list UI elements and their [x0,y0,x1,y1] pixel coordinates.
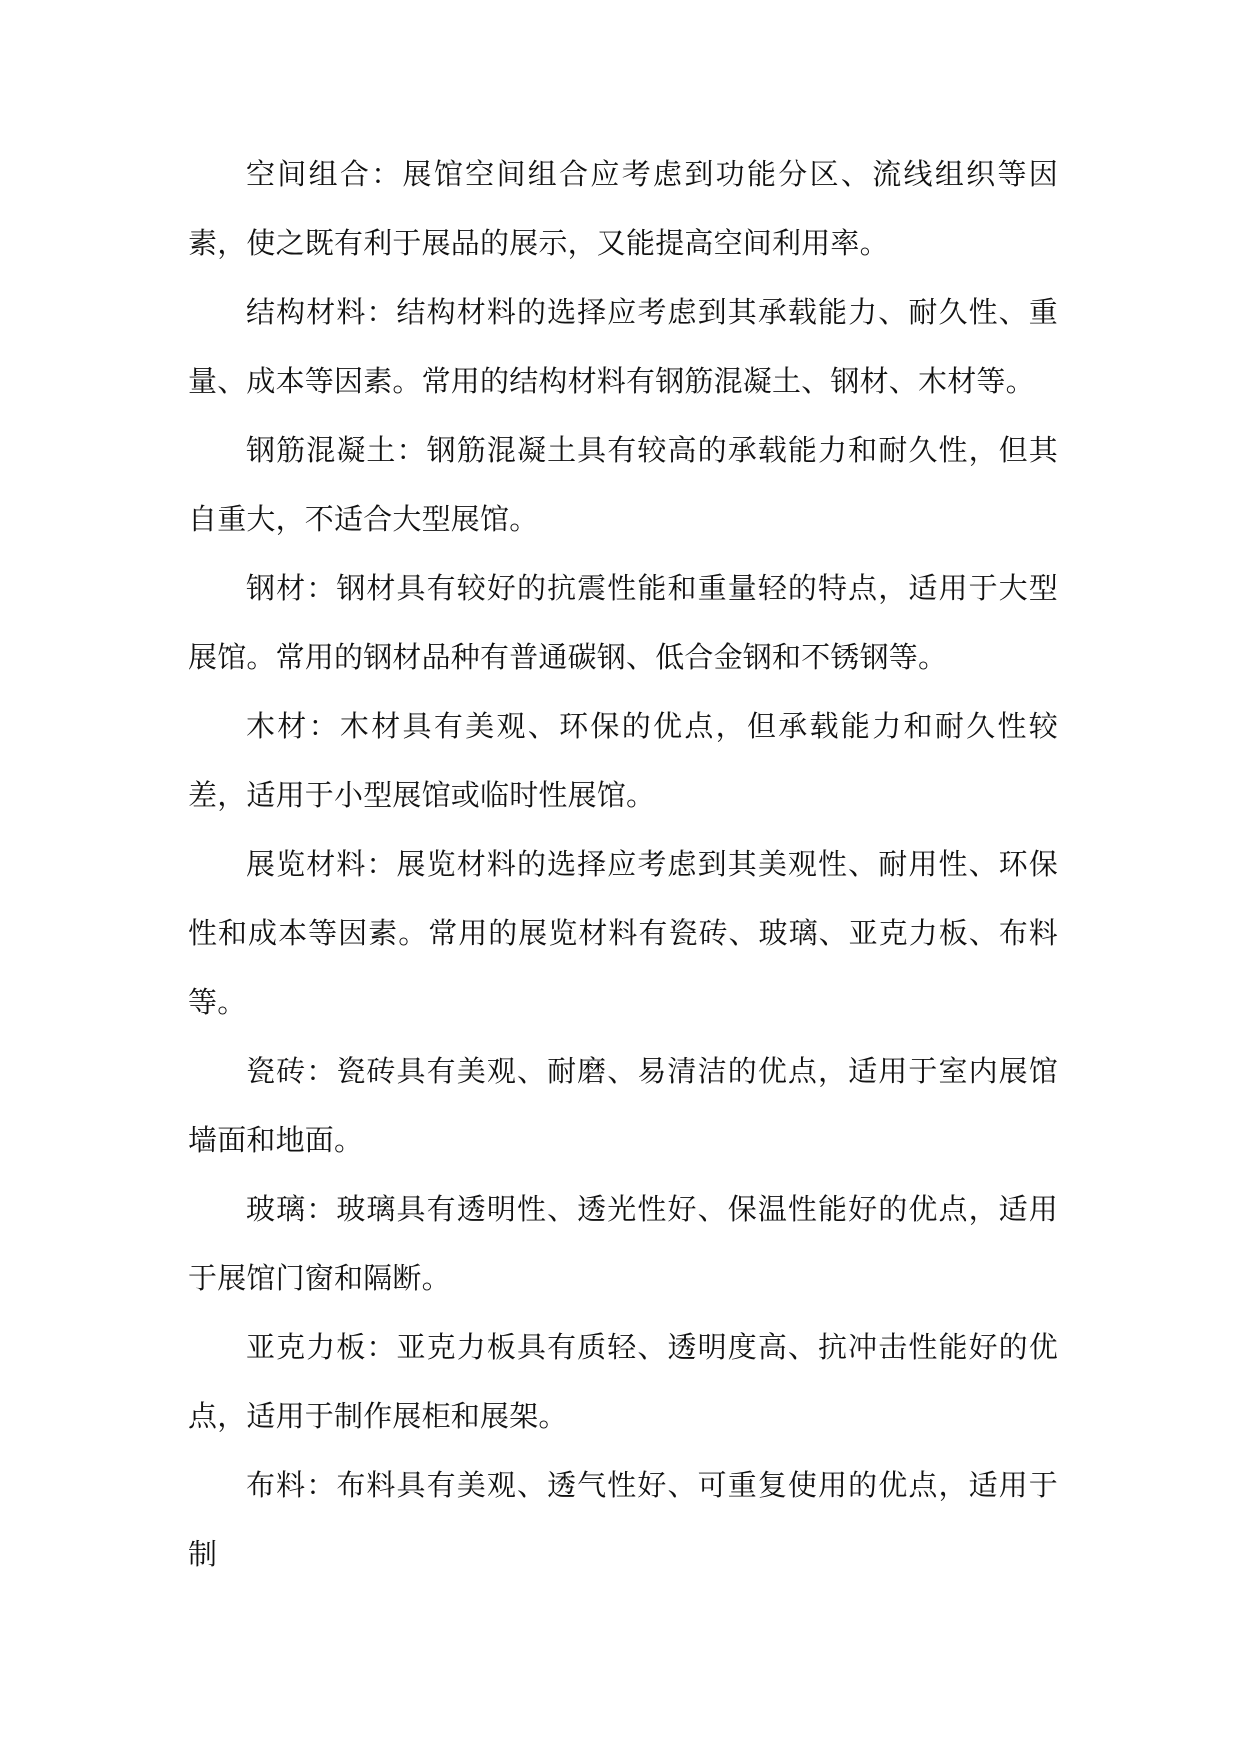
paragraph-exhibition-materials: 展览材料：展览材料的选择应考虑到其美观性、耐用性、环保性和成本等因素。常用的展览材料有瓷砖、玻璃、亚克力板、布料等。 [188,847,1058,1019]
paragraph-wood: 木材：木材具有美观、环保的优点，但承载能力和耐久性较差，适用于小型展馆或临时性展馆。 [188,709,1058,812]
paragraph-space-combination: 空间组合：展馆空间组合应考虑到功能分区、流线组织等因素，使之既有利于展品的展示，又能提高空间利用率。 [188,157,1058,260]
paragraph-ceramic-tile: 瓷砖：瓷砖具有美观、耐磨、易清洁的优点，适用于室内展馆墙面和地面。 [188,1054,1058,1157]
paragraph-structural-materials: 结构材料：结构材料的选择应考虑到其承载能力、耐久性、重量、成本等因素。常用的结构材料有钢筋混凝土、钢材、木材等。 [188,295,1058,398]
paragraph-acrylic-sheet: 亚克力板：亚克力板具有质轻、透明度高、抗冲击性能好的优点，适用于制作展柜和展架。 [188,1330,1058,1433]
document-body [188,140,1058,1589]
paragraph-reinforced-concrete: 钢筋混凝土：钢筋混凝土具有较高的承载能力和耐久性，但其自重大，不适合大型展馆。 [188,433,1058,536]
paragraph-glass: 玻璃：玻璃具有透明性、透光性好、保温性能好的优点，适用于展馆门窗和隔断。 [188,1192,1058,1295]
paragraph-fabric: 布料：布料具有美观、透气性好、可重复使用的优点，适用于制 [188,1468,1058,1571]
paragraph-steel: 钢材：钢材具有较好的抗震性能和重量轻的特点，适用于大型展馆。常用的钢材品种有普通碳钢、低合金钢和不锈钢等。 [188,571,1058,674]
